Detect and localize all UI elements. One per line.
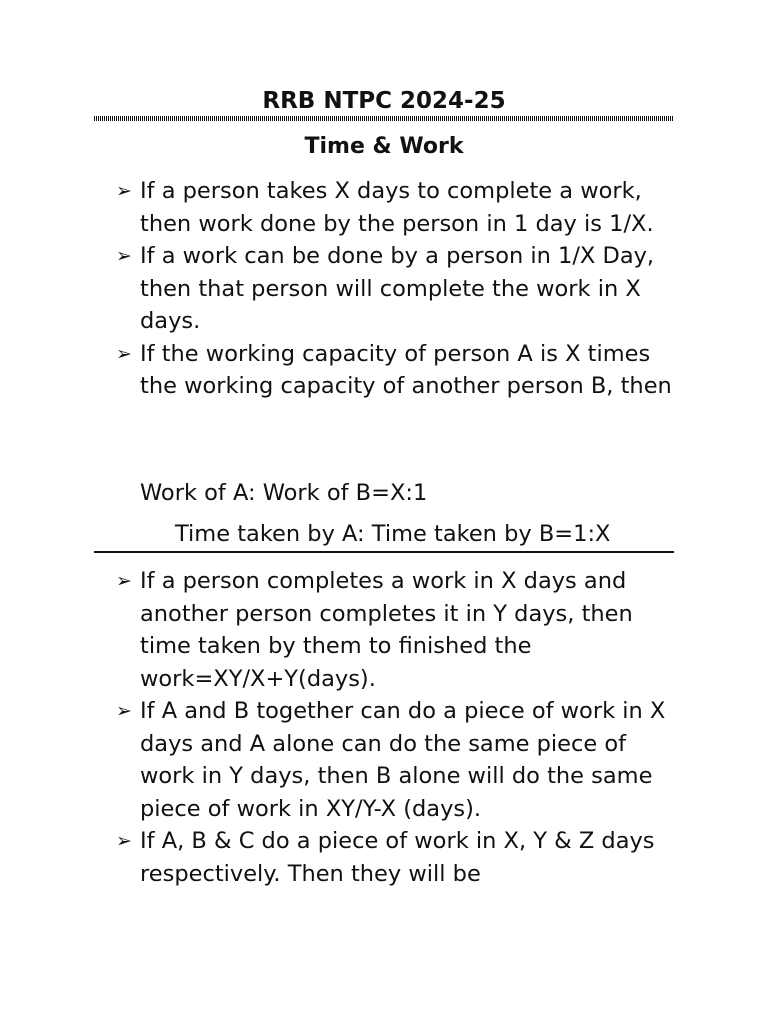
list-item-text: If a work can be done by a person in 1/X Day, then that person will complete the work in X days. (140, 243, 655, 334)
list-item (114, 565, 674, 695)
document-title: RRB NTPC 2024-25 (262, 88, 506, 114)
arrow-bullet-icon: ➢ (116, 245, 132, 267)
list-item (114, 240, 674, 338)
arrow-bullet-icon: ➢ (116, 180, 132, 202)
arrow-bullet-icon: ➢ (116, 700, 132, 722)
title-divider (94, 116, 674, 121)
bullet-list-part1 (114, 175, 674, 403)
list-item-text: If A and B together can do a piece of work in X days and A alone can do the same piece of work in Y days, then B alone will do the same piece of work in XY/Y-X (days). (140, 698, 666, 822)
list-item-text: If A, B & C do a piece of work in X, Y & Z days respectively. Then they will be (140, 828, 655, 887)
list-item-text: If the working capacity of person A is X times the working capacity of another person B, then (140, 340, 672, 399)
list-item-text: If a person takes X days to complete a work, then work done by the person in 1 day is 1/X. (140, 178, 654, 237)
list-item (114, 825, 674, 890)
formula-work-ratio: Work of A: Work of B=X:1 (140, 480, 428, 506)
section-divider (94, 551, 674, 553)
list-item (114, 695, 674, 825)
section-heading: Time & Work (304, 134, 464, 159)
arrow-bullet-icon: ➢ (116, 830, 132, 852)
list-item (114, 338, 674, 403)
list-item-text: If a person completes a work in X days and another person completes it in Y days, then time taken by them to finished the work=XY/X+Y(days). (140, 568, 633, 692)
arrow-bullet-icon: ➢ (116, 570, 132, 592)
formula-time-ratio: Time taken by A: Time taken by B=1:X (175, 521, 611, 547)
arrow-bullet-icon: ➢ (116, 342, 132, 365)
bullet-list-part2 (114, 565, 674, 890)
list-item (114, 175, 674, 240)
